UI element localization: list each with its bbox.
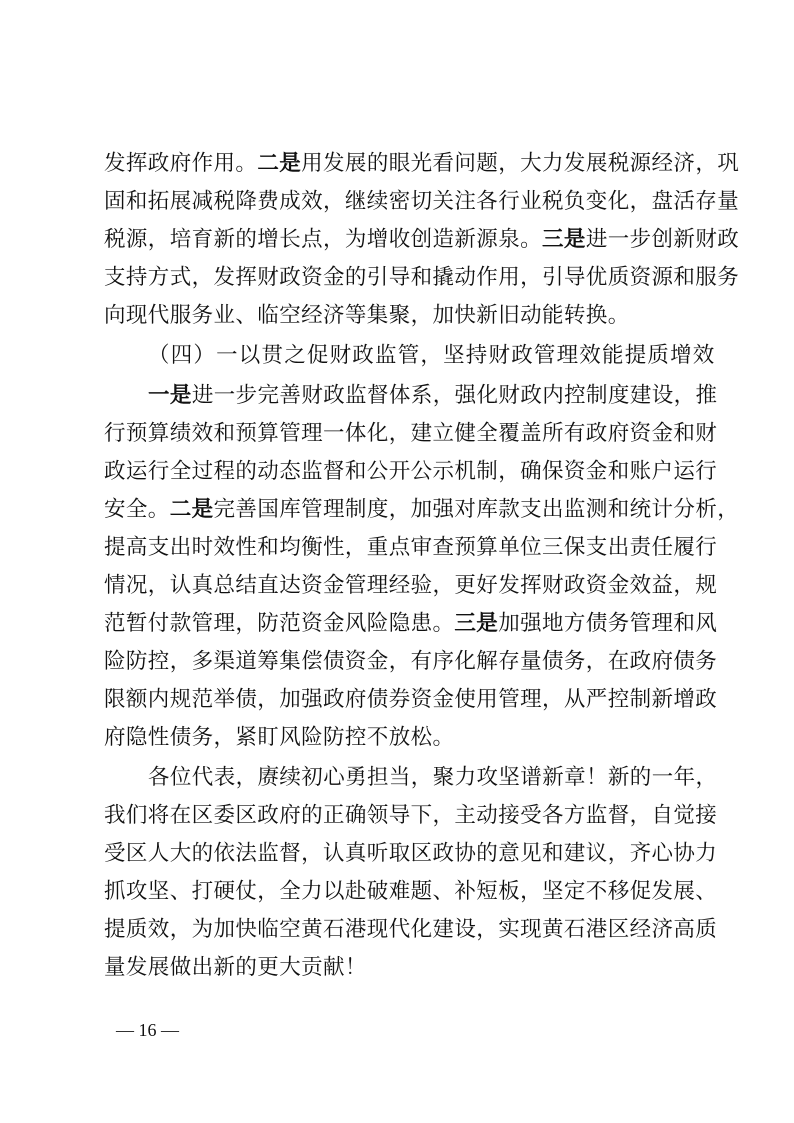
para3-line-2: 我们将在区委区政府的正确领导下，主动接受各方监督，自觉接 [104, 803, 718, 828]
para2-line-8: 险防控，多渠道筹集偿债资金，有序化解存量债务，在政府债务 [104, 649, 718, 674]
page-number: — 16 — [116, 1020, 179, 1040]
para2-line-4-text-c: 完善国库管理制度，加强对库款支出监测和统计分析， [213, 497, 740, 522]
para1-line-3-text-a: 税源，培育新的增长点，为增收创造新源泉。 [104, 227, 543, 252]
para2-line-9: 限额内规范举债，加强政府债券资金使用管理，从严控制新增政 [104, 687, 718, 712]
para1-line-2: 固和拓展减税降费成效，继续密切关注各行业税负变化，盘活存量 [104, 189, 740, 214]
para3-line-5: 提质效，为加快临空黄石港现代化建设，实现黄石港区经济高质 [104, 917, 718, 942]
para2-line-3: 政运行全过程的动态监督和公开公示机制，确保资金和账户运行 [104, 459, 718, 484]
para1-line-1-text-a: 发挥政府作用。 [104, 151, 258, 176]
keyword-yishi: 一是 [148, 383, 192, 408]
para2-line-7-text-c: 加强地方债务管理和风 [498, 611, 718, 636]
para1-line-4: 支持方式，发挥财政资金的引导和撬动作用，引导优质资源和服务 [104, 265, 740, 290]
para2-line-5: 提高支出时效性和均衡性，重点审查预算单位三保支出责任履行 [104, 535, 718, 560]
para2-line-7 [104, 605, 718, 643]
para3-line-1: 各位代表，赓续初心勇担当，聚力攻坚谱新章！新的一年， [148, 765, 718, 790]
para1-line-3-text-c: 进一步创新财政 [585, 227, 740, 252]
keyword-sanshi: 三是 [542, 227, 586, 252]
keyword-ershi-2: 二是 [169, 497, 214, 522]
keyword-sanshi-2: 三是 [454, 611, 499, 636]
para1-line-3 [104, 221, 740, 259]
para2-line-7-text-a: 范暂付款管理，防范资金风险隐患。 [104, 611, 455, 636]
para2-line-2: 行预算绩效和预算管理一体化，建立健全覆盖所有政府资金和财 [104, 421, 718, 446]
section-heading-4: （四）一以贯之促财政监管，坚持财政管理效能提质增效 [148, 343, 716, 368]
para3-line-4: 抓攻坚、打硬仗，全力以赴破难题、补短板，坚定不移促发展、 [104, 879, 718, 904]
para3-line-3: 受区人大的依法监督，认真听取区政协的意见和建议，齐心协力 [104, 841, 718, 866]
para2-line-6: 情况，认真总结直达资金管理经验，更好发挥财政资金效益，规 [104, 573, 718, 598]
para2-line-10: 府隐性债务，紧盯风险防控不放松。 [104, 725, 455, 750]
para1-line-1 [104, 145, 740, 183]
para1-line-5: 向现代服务业、临空经济等集聚，加快新旧动能转换。 [104, 303, 630, 328]
para3-line-6: 量发展做出新的更大贡献！ [104, 955, 367, 980]
para2-line-1-text: 进一步完善财政监督体系，强化财政内控制度建设，推 [191, 383, 718, 408]
para2-line-4 [104, 491, 740, 529]
para2-line-1 [148, 377, 718, 415]
para1-line-1-text-c: 用发展的眼光看问题，大力发展税源经济，巩 [301, 151, 740, 176]
keyword-erhsi: 二是 [257, 151, 302, 176]
para2-line-4-text-a: 安全。 [104, 497, 170, 522]
